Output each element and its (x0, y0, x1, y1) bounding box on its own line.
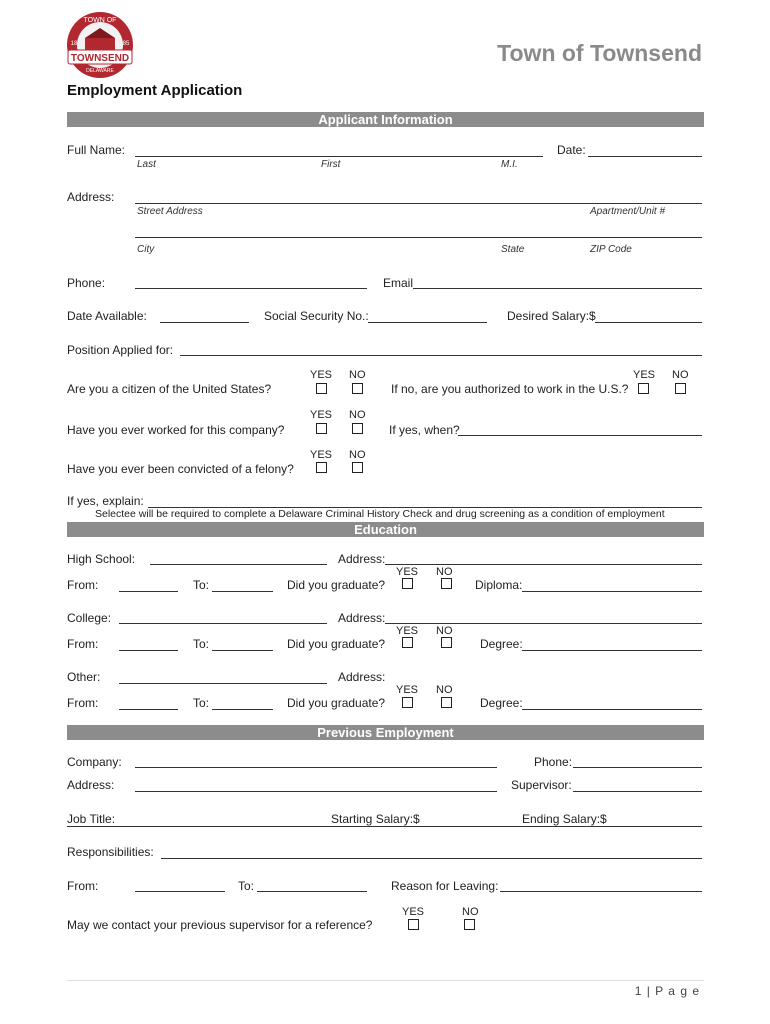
college-yes-checkbox[interactable] (402, 637, 413, 648)
contact-yes-checkbox[interactable] (408, 919, 419, 930)
college-from-label: From: (67, 637, 99, 651)
desired-salary-label: Desired Salary:$ (507, 309, 596, 323)
authorized-no-label: NO (672, 369, 689, 381)
city-state-zip-input[interactable] (135, 223, 702, 238)
town-seal-logo (60, 10, 140, 80)
employment-to-label: To: (238, 879, 255, 893)
college-from-input[interactable] (119, 636, 178, 651)
phone-label: Phone: (67, 276, 106, 290)
citizen-question: Are you a citizen of the United States? (67, 382, 272, 396)
starting-salary-label: Starting Salary:$ (331, 812, 420, 826)
high-school-input[interactable] (150, 550, 327, 565)
svg-text:TOWN OF: TOWN OF (83, 17, 117, 24)
explain-label: If yes, explain: (67, 494, 144, 508)
hs-from-input[interactable] (119, 577, 178, 592)
college-degree-input[interactable] (522, 636, 702, 651)
reason-leaving-label: Reason for Leaving: (391, 879, 499, 893)
phone-input[interactable] (135, 274, 367, 289)
worked-no-checkbox[interactable] (352, 423, 363, 434)
reason-leaving-input[interactable] (500, 877, 702, 892)
section-header-applicant: Applicant Information (67, 112, 704, 127)
date-input[interactable] (588, 142, 702, 157)
hs-graduate-question: Did you graduate? (287, 578, 386, 592)
hs-address-input[interactable] (385, 550, 702, 565)
college-to-input[interactable] (212, 636, 273, 651)
starting-salary-input[interactable] (420, 811, 500, 825)
ending-salary-input[interactable] (606, 811, 702, 825)
worked-question: Have you ever worked for this company? (67, 423, 285, 437)
hs-yes-checkbox[interactable] (402, 578, 413, 589)
hs-from-label: From: (67, 578, 99, 592)
college-degree-label: Degree: (480, 637, 523, 651)
employer-address-input[interactable] (135, 777, 497, 792)
middle-initial-label: M.I. (501, 159, 518, 170)
zip-label: ZIP Code (590, 244, 632, 255)
worked-yes-checkbox[interactable] (316, 423, 327, 434)
full-name-input[interactable] (135, 142, 543, 157)
page-number: 1 | P a g e (634, 984, 700, 998)
form-title: Employment Application (67, 82, 243, 99)
hs-to-input[interactable] (212, 577, 273, 592)
org-title: Town of Townsend (497, 40, 702, 66)
street-address-label: Street Address (137, 206, 203, 217)
explain-input[interactable] (148, 493, 702, 508)
section-header-employment: Previous Employment (67, 725, 704, 740)
hs-to-label: To: (193, 578, 210, 592)
college-yes-label: YES (396, 625, 419, 637)
svg-text:18: 18 (70, 41, 78, 47)
worked-no-label: NO (349, 409, 366, 421)
other-label: Other: (67, 670, 101, 684)
college-no-label: NO (436, 625, 453, 637)
other-graduate-question: Did you graduate? (287, 696, 386, 710)
desired-salary-input[interactable] (595, 308, 702, 323)
employment-from-input[interactable] (135, 877, 225, 892)
college-input[interactable] (119, 609, 327, 624)
street-address-input[interactable] (135, 189, 702, 204)
contact-supervisor-question: May we contact your previous supervisor for a reference? (67, 918, 373, 932)
apartment-label: Apartment/Unit # (590, 206, 666, 217)
other-address-label: Address: (338, 670, 386, 684)
when-input[interactable] (458, 421, 702, 436)
hs-no-checkbox[interactable] (441, 578, 452, 589)
citizen-yes-checkbox[interactable] (316, 383, 327, 394)
date-available-label: Date Available: (67, 309, 147, 323)
employer-phone-input[interactable] (573, 753, 702, 768)
hs-address-label: Address: (338, 552, 386, 566)
diploma-label: Diploma: (475, 578, 523, 592)
ssn-input[interactable] (368, 308, 487, 323)
college-address-input[interactable] (385, 609, 702, 624)
college-label: College: (67, 611, 112, 625)
position-label: Position Applied for: (67, 343, 174, 357)
other-degree-input[interactable] (522, 695, 702, 710)
company-input[interactable] (135, 753, 497, 768)
felony-yes-checkbox[interactable] (316, 462, 327, 473)
date-label: Date: (557, 143, 586, 157)
when-label: If yes, when? (389, 423, 460, 437)
high-school-label: High School: (67, 552, 136, 566)
authorized-question: If no, are you authorized to work in the U.S.? (391, 382, 629, 396)
employment-from-label: From: (67, 879, 99, 893)
supervisor-label: Supervisor: (511, 778, 572, 792)
citizen-no-checkbox[interactable] (352, 383, 363, 394)
citizen-yes-label: YES (310, 369, 333, 381)
employment-to-input[interactable] (257, 877, 367, 892)
ending-salary-label: Ending Salary:$ (522, 812, 607, 826)
contact-no-checkbox[interactable] (464, 919, 475, 930)
date-available-input[interactable] (160, 308, 249, 323)
diploma-input[interactable] (522, 577, 702, 592)
felony-question: Have you ever been convicted of a felony? (67, 462, 294, 476)
other-no-label: NO (436, 684, 453, 696)
svg-text:TOWNSEND: TOWNSEND (70, 53, 130, 64)
svg-text:DELAWARE: DELAWARE (86, 68, 114, 74)
college-graduate-question: Did you graduate? (287, 637, 386, 651)
other-yes-label: YES (396, 684, 419, 696)
other-yes-checkbox[interactable] (402, 697, 413, 708)
full-name-label: Full Name: (67, 143, 126, 157)
worked-yes-label: YES (310, 409, 333, 421)
position-input[interactable] (180, 341, 702, 356)
felony-no-label: NO (349, 449, 366, 461)
company-label: Company: (67, 755, 122, 769)
ssn-label: Social Security No.: (264, 309, 369, 323)
screening-notice: Selectee will be required to complete a Delaware Criminal History Check and drug screening as a condition of employment (95, 508, 665, 520)
citizen-no-label: NO (349, 369, 366, 381)
other-degree-label: Degree: (480, 696, 523, 710)
other-to-label: To: (193, 696, 210, 710)
svg-text:85: 85 (122, 41, 130, 47)
other-input[interactable] (119, 669, 327, 684)
section-header-education: Education (67, 522, 704, 537)
other-from-label: From: (67, 696, 99, 710)
address-label: Address: (67, 190, 115, 204)
job-title-input[interactable] (120, 811, 320, 825)
state-label: State (501, 244, 525, 255)
hs-no-label: NO (436, 566, 453, 578)
contact-no-label: NO (462, 906, 479, 918)
city-label: City (137, 244, 155, 255)
authorized-yes-checkbox[interactable] (638, 383, 649, 394)
other-no-checkbox[interactable] (441, 697, 452, 708)
college-address-label: Address: (338, 611, 386, 625)
college-to-label: To: (193, 637, 210, 651)
email-input[interactable] (413, 274, 702, 289)
employer-address-label: Address: (67, 778, 115, 792)
other-to-input[interactable] (212, 695, 273, 710)
last-name-label: Last (137, 159, 156, 170)
college-no-checkbox[interactable] (441, 637, 452, 648)
email-label: Email (383, 276, 414, 290)
hs-yes-label: YES (396, 566, 419, 578)
authorized-yes-label: YES (633, 369, 656, 381)
felony-no-checkbox[interactable] (352, 462, 363, 473)
supervisor-input[interactable] (573, 777, 702, 792)
first-name-label: First (321, 159, 341, 170)
job-title-label: Job Title: (67, 812, 116, 826)
authorized-no-checkbox[interactable] (675, 383, 686, 394)
contact-yes-label: YES (402, 906, 425, 918)
other-from-input[interactable] (119, 695, 178, 710)
felony-yes-label: YES (310, 449, 333, 461)
responsibilities-label: Responsibilities: (67, 845, 154, 859)
employer-phone-label: Phone: (534, 755, 573, 769)
responsibilities-input[interactable] (161, 844, 702, 859)
